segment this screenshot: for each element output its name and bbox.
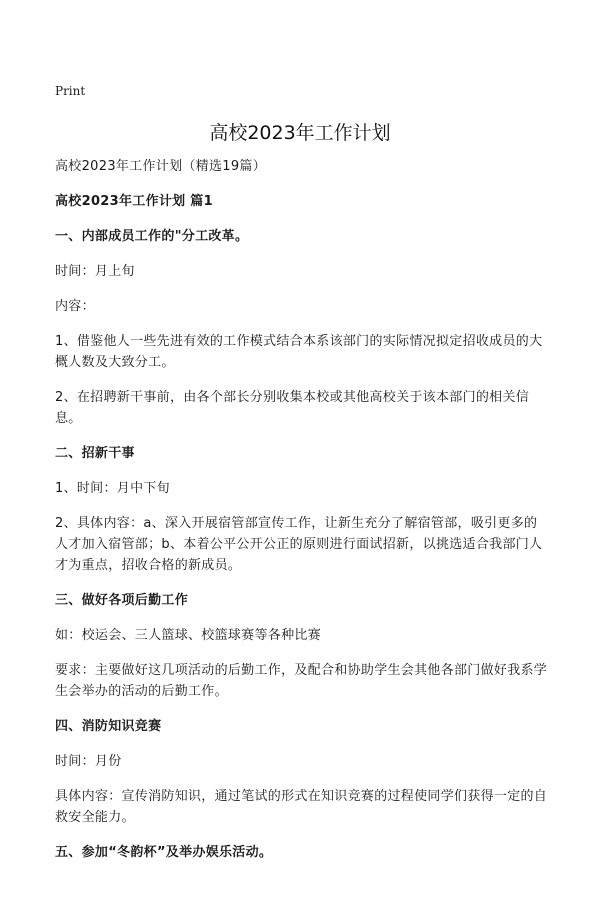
section-heading: 三、做好各项后勤工作 — [55, 593, 189, 608]
paragraph: 要求：主要做好这几项活动的后勤工作，及配合和协助学生会其他各部门做好我系学生会举办的活动的后勤工作。 — [55, 663, 548, 699]
document-body — [55, 156, 550, 877]
paragraph: 具体内容：宣传消防知识，通过笔试的形式在知识竞赛的过程使同学们获得一定的自救安全能力。 — [55, 789, 548, 825]
subtitle-paragraph: 高校2023年工作计划（精选19篇） — [55, 159, 267, 174]
paragraph: 内容： — [55, 299, 95, 314]
paragraph: 如：校运会、三人篮球、校篮球赛等各种比赛 — [55, 628, 322, 643]
section-heading: 一、内部成员工作的"分工改革。 — [55, 229, 249, 244]
section-heading: 二、招新干事 — [55, 446, 135, 461]
print-label[interactable]: Print — [55, 84, 86, 98]
paragraph: 时间：月份 — [55, 754, 122, 769]
paragraph: 1、借鉴他人一些先进有效的工作模式结合本系该部门的实际情况拟定招收成员的大概人数及大致分工。 — [55, 334, 543, 370]
paragraph: 1、时间：月中下旬 — [55, 481, 170, 496]
section-heading: 五、参加“冬韵杯”及举办娱乐活动。 — [55, 845, 273, 860]
paragraph: 2、在招聘新干事前，由各个部长分别收集本校或其他高校关于该本部门的相关信息。 — [55, 390, 530, 426]
paragraph: 2、具体内容：a、深入开展宿管部宣传工作，让新生充分了解宿管部，吸引更多的人才加入宿管部；b、本着公平公开公正的原则进行面试招新，以挑选适合我部门人才为重点，招收合格的新成员。 — [55, 516, 543, 573]
paragraph: 时间：月上旬 — [55, 264, 135, 279]
document-title: 高校2023年工作计划 — [209, 122, 391, 144]
section-heading: 高校2023年工作计划 篇1 — [55, 194, 213, 209]
section-heading: 四、消防知识竞赛 — [55, 719, 162, 734]
